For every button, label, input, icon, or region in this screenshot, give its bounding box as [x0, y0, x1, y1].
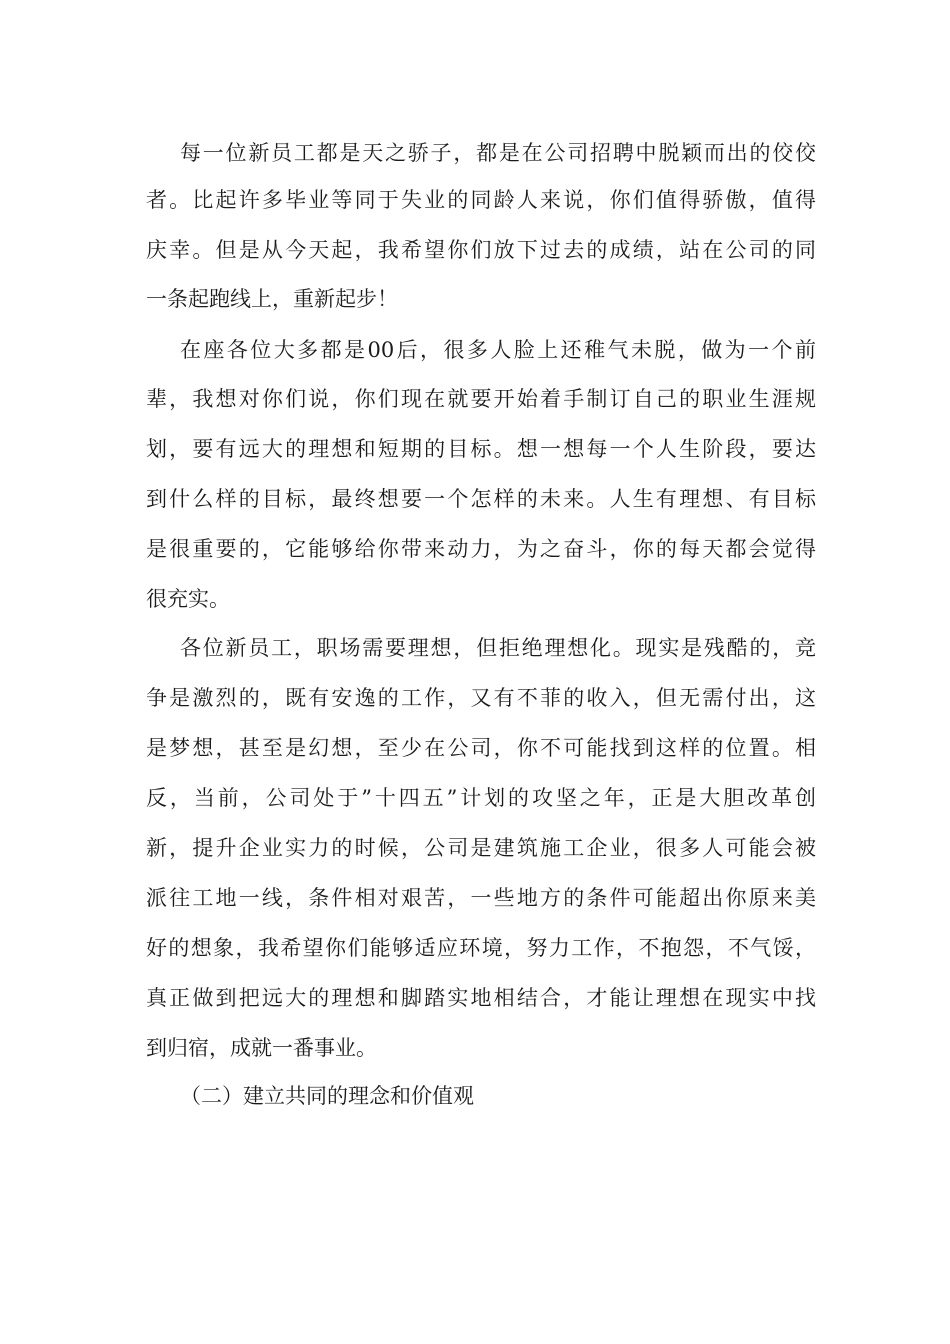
paragraph-2-line-2: 辈，我想对你们说，你们现在就要开始着手制订自己的职业生涯规	[146, 387, 816, 411]
paragraph-3-line-8: 真正做到把远大的理想和脚踏实地相结合，才能让理想在现实中找	[146, 986, 816, 1010]
paragraph-2-line-3: 划，要有远大的理想和短期的目标。想一想每一个人生阶段，要达	[146, 437, 816, 461]
paragraph-3-line-1: 各位新员工，职场需要理想，但拒绝理想化。现实是残酷的，竞	[180, 636, 816, 660]
paragraph-3-line-3: 是梦想，甚至是幻想，至少在公司，你不可能找到这样的位置。相	[146, 736, 816, 760]
paragraph-3-line-9: 到归宿，成就一番事业。	[146, 1036, 377, 1060]
paragraph-1-line-2: 者。比起许多毕业等同于失业的同龄人来说，你们值得骄傲，值得	[146, 188, 816, 212]
section-heading: （二）建立共同的理念和价值观	[180, 1084, 474, 1108]
paragraph-1-line-3: 庆幸。但是从今天起，我希望你们放下过去的成绩，站在公司的同	[146, 238, 816, 262]
paragraph-1-line-1: 每一位新员工都是天之骄子，都是在公司招聘中脱颖而出的佼佼	[180, 141, 816, 165]
paragraph-2-line-5: 是很重要的，它能够给你带来动力，为之奋斗，你的每天都会觉得	[146, 537, 816, 561]
paragraph-3-line-4: 反，当前，公司处于”十四五”计划的攻坚之年，正是大胆改革创	[146, 786, 816, 810]
paragraph-1-line-4: 一条起跑线上，重新起步！	[146, 287, 398, 311]
paragraph-2-line-6: 很充实。	[146, 587, 230, 611]
paragraph-3-line-7: 好的想象，我希望你们能够适应环境，努力工作，不抱怨，不气馁，	[146, 936, 816, 960]
paragraph-3-line-2: 争是激烈的，既有安逸的工作，又有不菲的收入，但无需付出，这	[146, 686, 816, 710]
paragraph-2-line-4: 到什么样的目标，最终想要一个怎样的未来。人生有理想、有目标	[146, 487, 816, 511]
paragraph-3-line-6: 派往工地一线，条件相对艰苦，一些地方的条件可能超出你原来美	[146, 886, 816, 910]
paragraph-3-line-5: 新，提升企业实力的时候，公司是建筑施工企业，很多人可能会被	[146, 836, 816, 860]
paragraph-2-line-1: 在座各位大多都是00后，很多人脸上还稚气未脱，做为一个前	[180, 338, 816, 362]
